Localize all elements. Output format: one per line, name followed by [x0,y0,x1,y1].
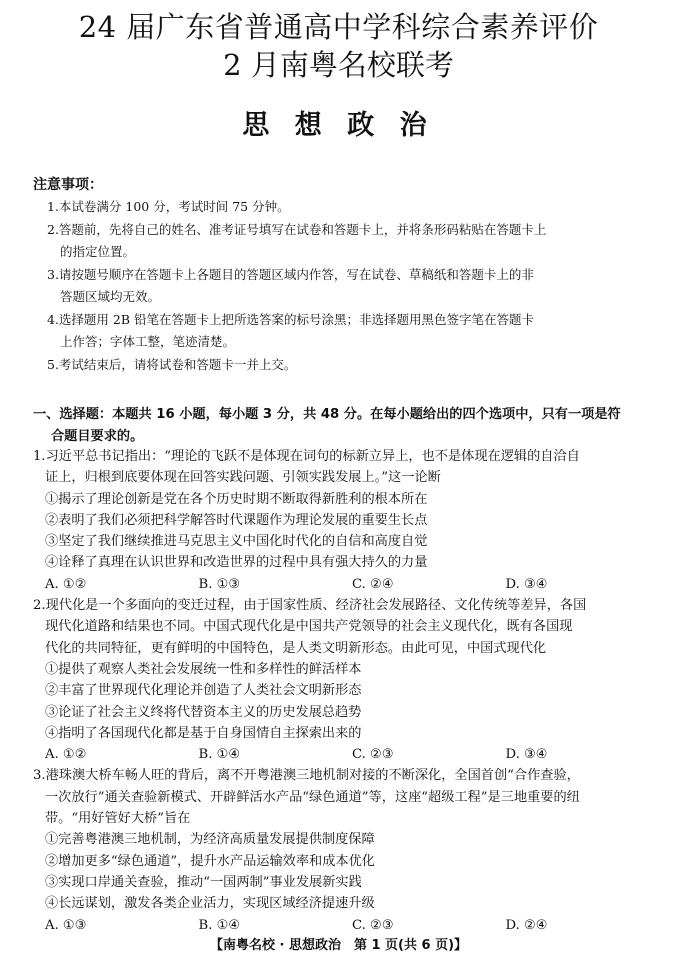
choice-c: C. ②③ [352,747,394,763]
statement-2: ②丰富了世界现代化理论并创造了人类社会文明新形态 [45,683,362,699]
exam-title-line1: 24 届广东省普通高中学科综合素养评价 [78,10,599,44]
choice-c: C. ②④ [352,576,394,592]
statement-3: ③实现口岸通关查验，推动“一国两制”事业发展新实践 [45,874,362,890]
question-3 [33,765,659,935]
question-stem-line: 证上，归根到底要体现在回答实践问题、引领实践发展上。”这一论断 [45,470,441,486]
statement-3: ③坚定了我们继续推进马克思主义中国化时代化的自信和高度自觉 [45,534,428,550]
statement-4: ④长远谋划，激发各类企业活力，实现区域经济提速升级 [45,896,375,912]
statement-2: ②表明了我们必须把科学解答时代课题作为理论发展的重要生长点 [45,512,428,528]
notice-item-continuation: 的指定位置。 [60,244,136,259]
choice-b: B. ①④ [198,747,241,763]
question-stem [33,595,659,659]
notice-item [47,196,657,219]
question-stem [33,446,659,489]
choice-a: A. ①③ [45,917,87,933]
choice-d: D. ③④ [505,576,548,592]
question-list [33,446,659,936]
notice-item-text: 3.请按题号顺序在答题卡上各题目的答题区域内作答，写在试卷、草稿纸和答题卡上的非 [47,266,534,282]
statement-1: ①完善粤港澳三地机制，为经济高质量发展提供制度保障 [45,832,375,848]
choice-b: B. ①③ [198,576,241,592]
question-1 [33,446,659,595]
subject-title: 思 想 政 治 [242,110,435,141]
page-footer: 【南粤名校 · 思想政治 第 1 页(共 6 页)】 [209,938,468,953]
notice-item-text: 4.选择题用 2B 铅笔在答题卡上把所选答案的标号涂黑；非选择题用黑色签字笔在答题卡 [47,311,535,327]
choice-c: C. ②③ [352,917,394,933]
statement-4: ④指明了各国现代化都是基于自身国情自主探索出来的 [45,725,362,741]
notice-item-text: 2.答题前，先将自己的姓名、准考证号填写在试卷和答题卡上，并将条形码粘贴在答题卡上 [47,221,547,237]
notice-item [47,264,657,309]
statement-3: ③论证了社会主义终将代替资本主义的历史发展总趋势 [45,704,362,720]
section-heading [33,404,653,447]
question-2 [33,595,659,765]
question-stem-line: 2.现代化是一个多面向的变迁过程，由于国家性质、经济社会发展路径、文化传统等差异，各国 [33,598,587,614]
statement-1: ①揭示了理论创新是党在各个历史时期不断取得新胜利的根本所在 [45,491,428,507]
question-stem-line: 一次放行”通关查验新模式、开辟鲜活水产品“绿色通道”等，这座“超级工程”是三地重要的纽 [45,789,580,805]
statement-1: ①提供了观察人类社会发展统一性和多样性的鲜活样本 [45,661,362,677]
section-heading-line1: 一、选择题：本题共 16 小题，每小题 3 分，共 48 分。在每小题给出的四个选项中，只有一项是符 [33,407,621,422]
answer-choices [33,574,659,595]
notice-item-text: 1.本试卷满分 100 分，考试时间 75 分钟。 [47,199,290,214]
notice-item [47,354,657,377]
notice-list [47,196,657,376]
question-stem-line: 代化的共同特征，更有鲜明的中国特色，是人类文明新形态。由此可见，中国式现代化 [45,640,547,656]
choice-d: D. ②④ [505,917,548,933]
question-stem [33,765,659,829]
question-stem-line: 现代化道路和结果也不同。中国式现代化是中国共产党领导的社会主义现代化，既有各国现 [45,619,573,635]
notice-item [47,309,657,354]
choice-d: D. ③④ [505,747,548,763]
statement-4: ④诠释了真理在认识世界和改造世界的过程中具有强大持久的力量 [45,555,428,571]
choice-b: B. ①④ [198,917,241,933]
question-stem-line: 3.港珠澳大桥车畅人旺的背后，离不开粤港澳三地机制对接的不断深化，全国首创“合作查验， [33,768,580,784]
notice-item-text: 5.考试结束后，请将试卷和答题卡一并上交。 [47,356,297,372]
notice-item-continuation: 上作答；字体工整，笔迹清楚。 [60,334,236,349]
answer-choices [33,915,659,936]
question-stem-line: 1.习近平总书记指出：“理论的飞跃不是体现在词句的标新立异上，也不是体现在逻辑的自洽自 [33,449,580,464]
notice-item [47,219,657,264]
exam-title-line2: 2 月南粤名校联考 [223,48,454,82]
notice-title: 注意事项： [33,177,103,193]
answer-choices [33,744,659,765]
notice-item-continuation: 答题区域均无效。 [60,289,161,304]
section-heading-line2: 合题目要求的。 [51,428,144,444]
choice-a: A. ①② [45,576,87,592]
statement-2: ②增加更多“绿色通道”，提升水产品运输效率和成本优化 [45,853,375,869]
question-stem-line: 带。“用好管好大桥”旨在 [45,811,191,827]
choice-a: A. ①② [45,747,87,763]
